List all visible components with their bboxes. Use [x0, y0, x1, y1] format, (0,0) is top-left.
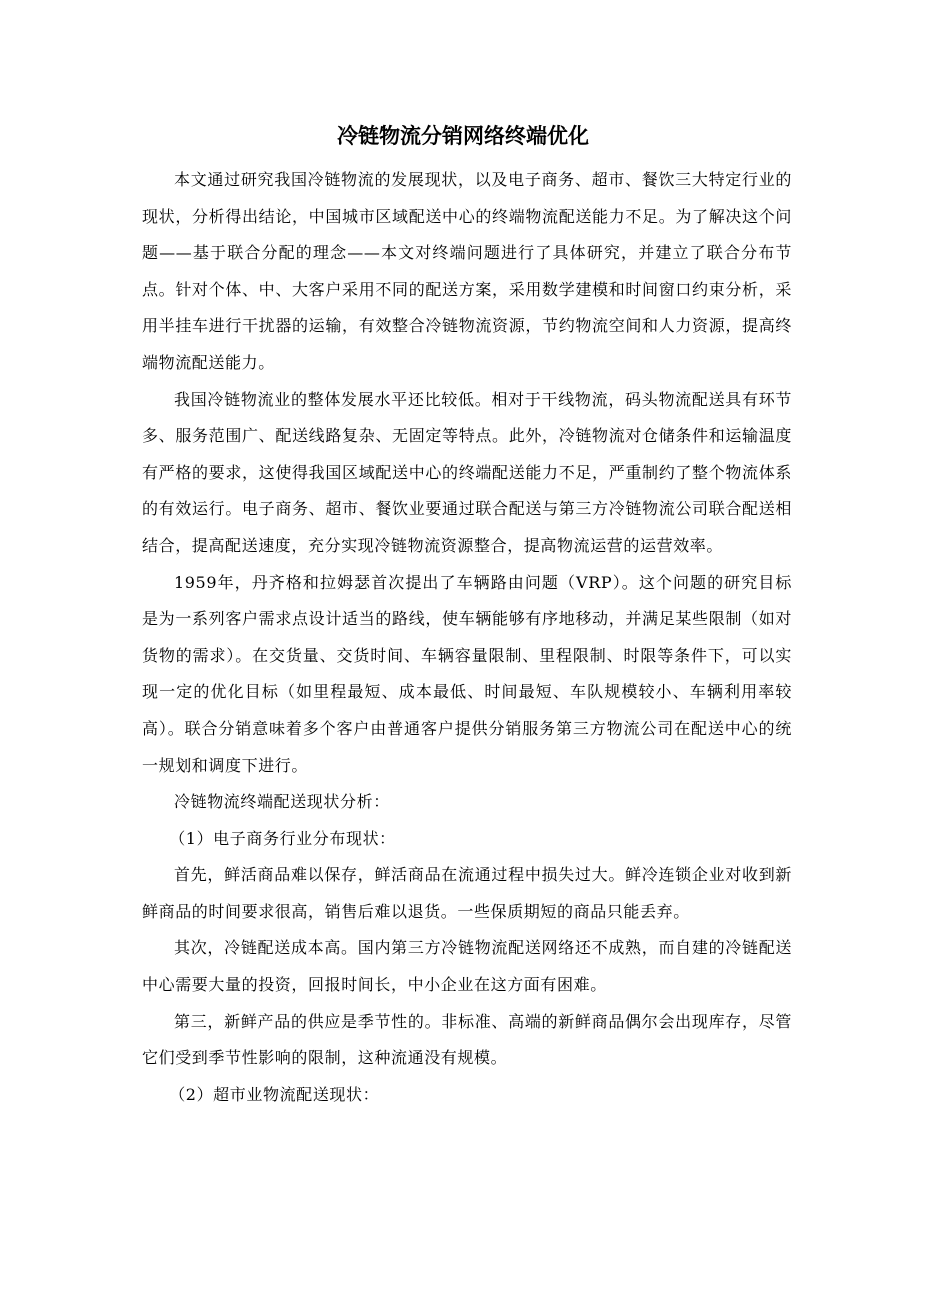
paragraph-supermarket-heading: （2）超市业物流配送现状： — [169, 1084, 380, 1104]
paragraph-vrp: 1959年，丹齐格和拉姆瑟首次提出了车辆路由问题（VRP）。这个问题的研究目标是为一系列客户需求点设计适当的路线，使车辆能够有序地移动，并满足某些限制（如对货物的需求）。在交货量、交货时间、车辆容量限制、里程限制、时限等条件下，可以实现一定的优化目标（如里程最短、成本最低、时间最短、车队规模较小、车辆利用率较高）。联合分销意味着多个客户由普通客户提供分销服务第三方物流公司在配送中心的统一规划和调度下进行。 — [142, 572, 792, 775]
document-body — [142, 162, 792, 1113]
paragraph-ecommerce-heading: （1）电子商务行业分布现状： — [169, 828, 396, 848]
paragraph-analysis-heading: 冷链物流终端配送现状分析： — [174, 792, 390, 812]
paragraph-second: 其次，冷链配送成本高。国内第三方冷链物流配送网络还不成熟，而自建的冷链配送中心需要大量的投资，回报时间长，中小企业在这方面有困难。 — [142, 938, 792, 995]
paragraph-abstract: 本文通过研究我国冷链物流的发展现状，以及电子商务、超市、餐饮三大特定行业的现状，分析得出结论，中国城市区域配送中心的终端物流配送能力不足。为了解决这个问题——基于联合分配的理念——本文对终端问题进行了具体研究，并建立了联合分布节点。针对个体、中、大客户采用不同的配送方案，采用数学建模和时间窗口约束分析，采用半挂车进行干扰器的运输，有效整合冷链物流资源，节约物流空间和人力资源，提高终端物流配送能力。 — [142, 170, 792, 372]
paragraph-first: 首先，鲜活商品难以保存，鲜活商品在流通过程中损失过大。鲜冷连锁企业对收到新鲜商品的时间要求很高，销售后难以退货。一些保质期短的商品只能丢弃。 — [142, 865, 792, 921]
document-title: 冷链物流分销网络终端优化 — [337, 124, 589, 148]
paragraph-industry-level: 我国冷链物流业的整体发展水平还比较低。相对于干线物流，码头物流配送具有环节多、服务范围广、配送线路复杂、无固定等特点。此外，冷链物流对仓储条件和运输温度有严格的要求，这使得我国区域配送中心的终端配送能力不足，严重制约了整个物流体系的有效运行。电子商务、超市、餐饮业要通过联合配送与第三方冷链物流公司联合配送相结合，提高配送速度，充分实现冷链物流资源整合，提高物流运营的运营效率。 — [142, 389, 792, 555]
paragraph-third: 第三，新鲜产品的供应是季节性的。非标准、高端的新鲜商品偶尔会出现库存，尽管它们受到季节性影响的限制，这种流通没有规模。 — [142, 1011, 792, 1068]
